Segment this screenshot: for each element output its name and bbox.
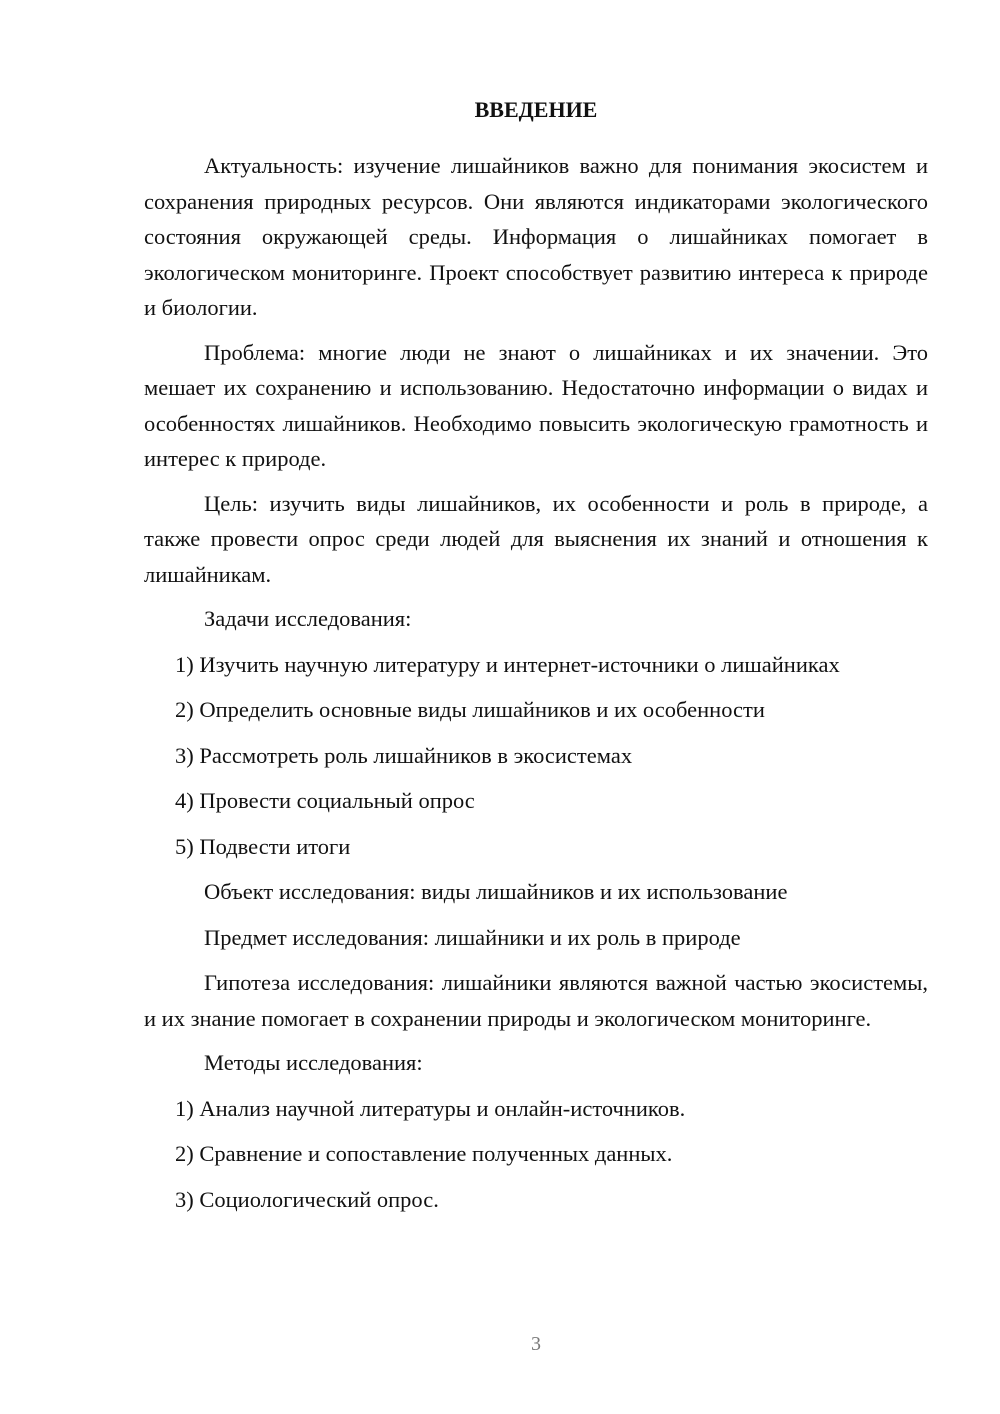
list-item: 4) Провести социальный опрос [175,788,475,813]
research-object: Объект исследования: виды лишайников и их использование [204,879,788,904]
methods-list [144,1091,928,1218]
hypothesis-paragraph: Гипотеза исследования: лишайники являются важной частью экосистемы, и их знание помогает в сохранении природы и экологическом мониторинге. [144,970,928,1031]
list-item: 1) Анализ научной литературы и онлайн-источников. [175,1095,686,1121]
page-number: 3 [531,1333,541,1355]
tasks-heading: Задачи исследования: [204,606,412,631]
list-item: 1) Изучить научную литературу и интернет-источники о лишайниках [175,651,840,677]
list-item: 3) Рассмотреть роль лишайников в экосистемах [175,742,633,768]
list-item: 3) Социологический опрос. [175,1186,439,1212]
document-page [144,92,928,1227]
list-item: 2) Сравнение и сопоставление полученных данных. [175,1141,673,1166]
page-title: ВВЕДЕНИЕ [474,97,598,122]
goal-paragraph: Цель: изучить виды лишайников, их особенности и роль в природе, а также провести опрос среди людей для выяснения их знаний и отношения к лишайникам. [144,490,928,587]
methods-heading: Методы исследования: [204,1050,423,1075]
tasks-list [144,647,928,865]
list-item: 5) Подвести итоги [175,833,351,859]
research-subject: Предмет исследования: лишайники и их роль в природе [204,924,741,950]
problem-paragraph: Проблема: многие люди не знают о лишайниках и их значении. Это мешает их сохранению и использованию. Недостаточно информации о видах и особенностях лишайников. Необходимо повысить экологическую грамотность и интерес к природе. [144,339,928,471]
relevance-paragraph: Актуальность: изучение лишайников важно для понимания экосистем и сохранения природных ресурсов. Они являются индикаторами экологического состояния окружающей среды. Информация о лишайниках помогает в экологическом мониторинге. Проект способствует развитию интереса к природе и биологии. [144,153,928,320]
list-item: 2) Определить основные виды лишайников и их особенности [175,697,765,722]
